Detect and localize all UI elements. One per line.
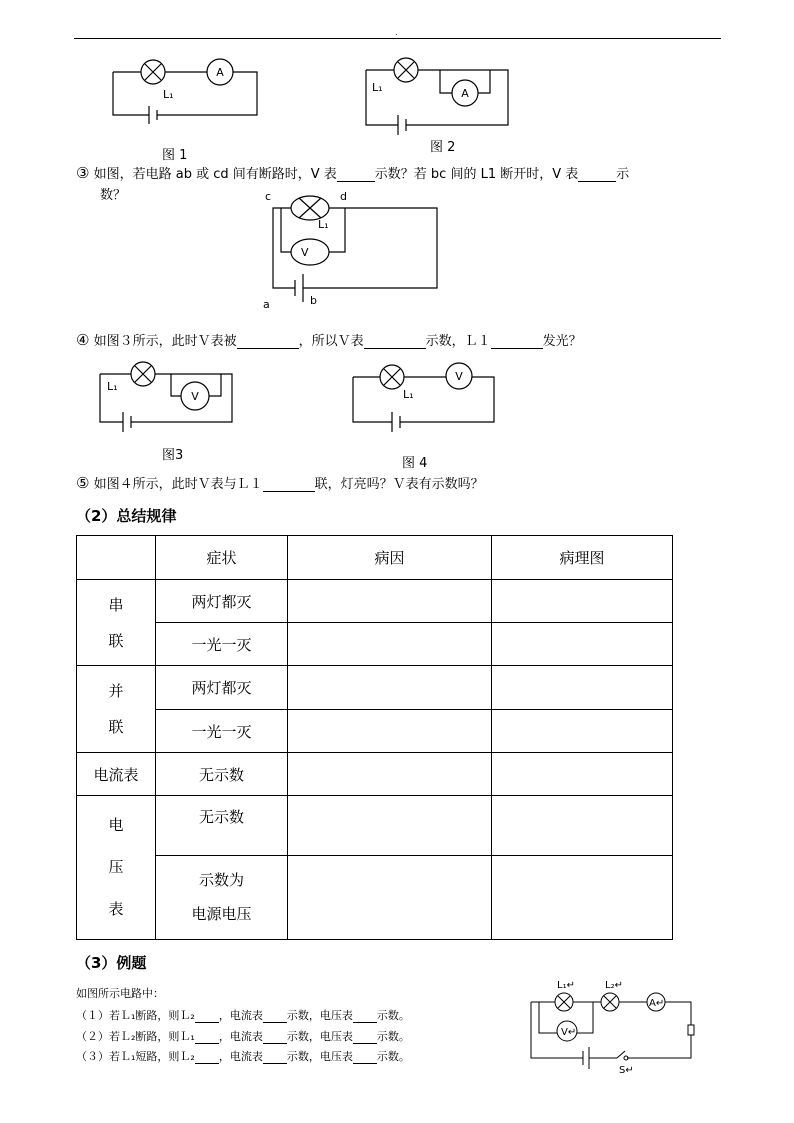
ammeter-symbol: A↵ [649, 998, 665, 1009]
voltmeter-symbol: V [455, 370, 463, 383]
header-rule [74, 38, 721, 39]
cause-cell [288, 796, 492, 856]
cause-cell [288, 666, 492, 710]
figure-q3-circuit [255, 188, 455, 313]
group-parallel: 并 联 [77, 666, 156, 753]
diagram-cell [492, 856, 673, 940]
bulb-label: L₁ [372, 81, 383, 94]
question-5-part2: 联，灯亮吗？Ｖ表有示数吗？ [314, 477, 484, 492]
diagram-cell [492, 666, 673, 710]
group-ammeter: 电流表 [77, 753, 156, 796]
question-3-part1: 如图，若电路 ab 或 cd 间有断路时，V 表 [93, 167, 337, 182]
diagram-cell [492, 753, 673, 796]
figure-2-circuit [360, 55, 520, 135]
ammeter-symbol: A [216, 66, 224, 79]
voltmeter-symbol: V↵ [561, 1027, 577, 1038]
figure-1-circuit [105, 58, 265, 138]
diagram-cell [492, 580, 673, 623]
cause-cell [288, 710, 492, 753]
example-line-1: （１）若Ｌ₁断路，则Ｌ₂ ，电流表 示数，电压表 示数。 [76, 1009, 410, 1022]
bulb-l2-label: L₂↵ [605, 980, 623, 991]
example-heading: （3）例题 [76, 954, 147, 972]
bulb-label: L₁ [107, 380, 118, 393]
question-4-number: ④ [76, 331, 90, 349]
cause-cell [288, 753, 492, 796]
header-cell-empty [77, 536, 156, 580]
figure-3-caption: 图3 [162, 448, 184, 463]
diagram-cell [492, 710, 673, 753]
cause-cell [288, 856, 492, 940]
header-cell-diagram: 病理图 [492, 536, 673, 580]
question-4-part4: 发光？ [542, 334, 582, 349]
symptom-cell: 一光一灭 [156, 623, 288, 666]
bulb-label: L₁ [318, 218, 329, 231]
voltmeter-symbol: V [301, 246, 309, 259]
bulb-label: L₁ [403, 388, 414, 401]
top-dot: . [395, 28, 398, 37]
figure-4-caption: 图 4 [402, 456, 428, 471]
symptom-cell: 示数为 电源电压 [156, 856, 288, 940]
group-voltmeter: 电 压 表 [77, 796, 156, 940]
example-line-2: （２）若Ｌ₂断路，则Ｌ₁ ，电流表 示数，电压表 示数。 [76, 1030, 410, 1043]
question-5-part1: 如图４所示，此时Ｖ表与Ｌ１ [93, 477, 263, 492]
summary-heading: （2）总结规律 [76, 507, 177, 525]
cause-cell [288, 580, 492, 623]
cause-cell [288, 623, 492, 666]
example-intro: 如图所示电路中： [76, 987, 164, 1000]
question-5-number: ⑤ [76, 474, 90, 492]
point-c: c [265, 190, 272, 203]
question-3-number: ③ [76, 164, 90, 182]
ammeter-symbol: A [461, 87, 469, 100]
question-4-part3: 示数，Ｌ１ [425, 334, 491, 349]
symptom-cell: 无示数 [156, 796, 288, 856]
symptom-cell: 一光一灭 [156, 710, 288, 753]
diagram-cell [492, 623, 673, 666]
symptom-cell: 两灯都灭 [156, 580, 288, 623]
example-circuit [525, 975, 705, 1075]
figure-4-circuit [348, 360, 508, 440]
question-3-line2: 数？ [100, 188, 127, 203]
point-b: b [310, 294, 317, 307]
diagram-cell [492, 796, 673, 856]
question-3 [76, 163, 629, 182]
question-5 [76, 473, 484, 492]
point-a: a [263, 298, 270, 311]
question-4-part1: 如图３所示，此时Ｖ表被 [93, 334, 237, 349]
header-cell-symptom: 症状 [156, 536, 288, 580]
summary-table [76, 535, 673, 940]
question-3-part2: 示数？若 bc 间的 L1 断开时，V 表 [374, 167, 579, 182]
figure-2-caption: 图 2 [430, 140, 456, 155]
bulb-l1-label: L₁↵ [557, 980, 575, 991]
example-line-3: （３）若Ｌ₁短路，则Ｌ₂ ，电流表 示数，电压表 示数。 [76, 1050, 410, 1063]
point-d: d [340, 190, 347, 203]
symptom-cell: 两灯都灭 [156, 666, 288, 710]
figure-3-circuit [95, 362, 245, 442]
group-series: 串 联 [77, 580, 156, 666]
question-3-part3: 示 [616, 167, 630, 182]
header-cell-cause: 病因 [288, 536, 492, 580]
figure-1-caption: 图 1 [162, 148, 188, 163]
question-4 [76, 330, 582, 349]
switch-label: S↵ [619, 1065, 634, 1076]
question-4-part2: ，所以Ｖ表 [298, 334, 364, 349]
symptom-cell: 无示数 [156, 753, 288, 796]
voltmeter-symbol: V [191, 390, 199, 403]
bulb-label: L₁ [163, 88, 174, 101]
